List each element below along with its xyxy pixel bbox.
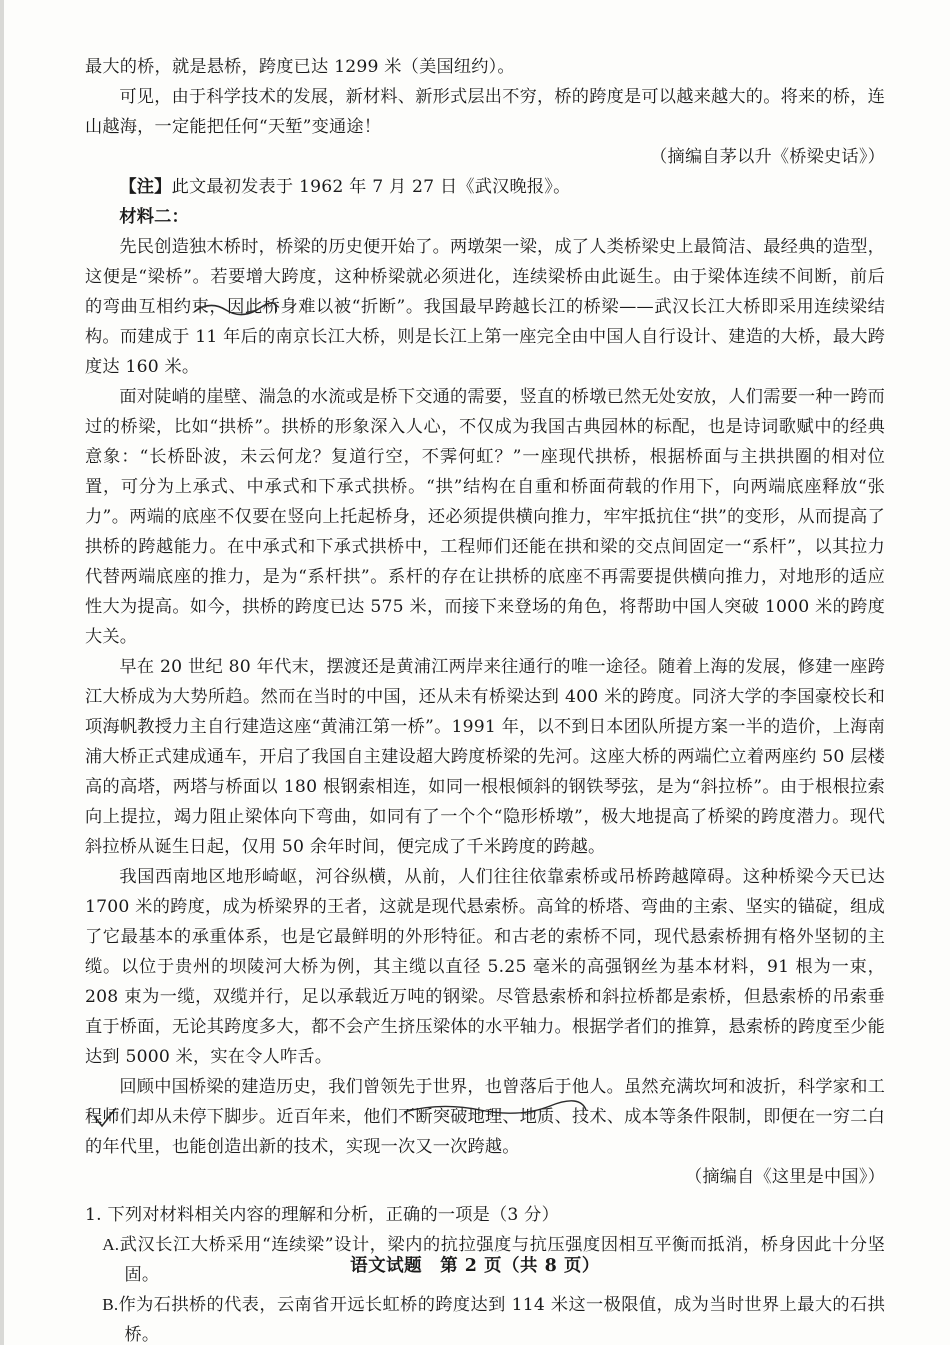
material2-paragraph-4: 我国西南地区地形崎岖，河谷纵横，从前，人们往往依靠索桥或吊桥跨越障碍。这种桥梁今天已达 1700 米的跨度，成为桥梁界的王者，这就是现代悬索桥。高耸的桥塔、弯曲的主索、坚实的锚碇，组成了它最基本的承重体系，也是它最鲜明的外形特征。和古老的索桥不同，现代悬索桥拥有格外坚韧的主缆。以位于贵州的坝陵河大桥为例，其主缆以直径 5.25 毫米的高强钢丝为基本材料，91 根为一束，208 束为一缆，双缆并行，足以承载近万吨的钢梁。尽管悬索桥和斜拉桥都是索桥，但悬索桥的吊索垂直于桥面，无论其跨度多大，都不会产生挤压梁体的水平轴力。根据学者们的推算，悬索桥的跨度至少能达到 5000 米，实在令人咋舌。: [85, 867, 885, 1067]
option-b-letter: B.: [102, 1295, 119, 1314]
material2-paragraph-1: 先民创造独木桥时，桥梁的历史便开始了。两墩架一梁，成了人类桥梁史上最简洁、最经典的造型，这便是“梁桥”。若要增大跨度，这种桥梁就必须进化，连续梁桥由此诞生。由于梁体连续不间断，前后的弯曲互相约束，因此桥身难以被“折断”。我国最早跨越长江的桥梁——武汉长江大桥即采用连续梁结构。而建成于 11 年后的南京长江大桥，则是长江上第一座完全由中国人自行设计、建造的大桥，最大跨度达 160 米。: [85, 237, 885, 377]
option-b-text: 作为石拱桥的代表，云南省开远长虹桥的跨度达到 114 米这一极限值，成为当时世界上最大的石拱桥。: [118, 1295, 885, 1345]
continuation-line: 最大的桥，就是悬桥，跨度已达 1299 米（美国纽约）。: [85, 57, 515, 77]
page-edge-shadow: [0, 0, 4, 1345]
option-a-text: 武汉长江大桥采用“连续梁”设计，梁内的抗拉强度与抗压强度因相互平衡而抵消，桥身因此十分坚固。: [119, 1235, 885, 1285]
material1-source: （摘编自茅以升《桥梁史话》）: [650, 147, 885, 167]
material2-paragraph-3: 早在 20 世纪 80 年代末，摆渡还是黄浦江两岸来往通行的唯一途径。随着上海的发展，修建一座跨江大桥成为大势所趋。然而在当时的中国，还从未有桥梁达到 400 米的跨度。同济大学的李国豪校长和项海帆教授力主自行建造这座“黄浦江第一桥”。1991 年，以不到日本团队所提方案一半的造价，上海南浦大桥正式建成通车，开启了我国自主建设超大跨度桥梁的先河。这座大桥的两端伫立着两座约 50 层楼高的高塔，两塔与桥面以 180 根钢索相连，如同一根根倾斜的钢铁琴弦，是为“斜拉桥”。由于根根拉索向上提拉，竭力阻止梁体向下弯曲，如同有了一个个“隐形桥墩”，极大地提高了桥梁的跨度潜力。现代斜拉桥从诞生日起，仅用 50 余年时间，便完成了千米跨度的跨越。: [85, 657, 885, 857]
material2-paragraph-5: 回顾中国桥梁的建造历史，我们曾领先于世界，也曾落后于他人。虽然充满坎坷和波折，科学家和工程师们却从未停下脚步。近百年来，他们不断突破地理、地质、技术、成本等条件限制，即便在一穷二白的年代里，也能创造出新的技术，实现一次又一次跨越。: [85, 1077, 885, 1157]
material2-heading: 材料二：: [119, 207, 189, 227]
page-content: [85, 52, 885, 1350]
page-footer: 语文试题 第 2 页（共 8 页）: [350, 1256, 600, 1276]
material2-paragraph-2: 面对陡峭的崖壁、湍急的水流或是桥下交通的需要，竖直的桥墩已然无处安放，人们需要一种一跨而过的桥梁，比如“拱桥”。拱桥的形象深入人心，不仅成为我国古典园林的标配，也是诗词歌赋中的经典意象：“长桥卧波，未云何龙？复道行空，不霁何虹？”一座现代拱桥，根据桥面与主拱拱圈的相对位置，可分为上承式、中承式和下承式拱桥。“拱”结构在自重和桥面荷载的作用下，向两端底座释放“张力”。两端的底座不仅要在竖向上托起桥身，还必须提供横向推力，牢牢抵抗住“拱”的变形，从而提高了拱桥的跨越能力。在中承式和下承式拱桥中，工程师们还能在拱和梁的交点间固定一“系杆”，以其拉力代替两端底座的推力，是为“系杆拱”。系杆的存在让拱桥的底座不再需要提供横向推力，对地形的适应性大为提高。如今，拱桥的跨度已达 575 米，而接下来登场的角色，将帮助中国人突破 1000 米的跨度大关。: [85, 387, 885, 647]
continuation-paragraph: 可见，由于科学技术的发展，新材料、新形式层出不穷，桥的跨度是可以越来越大的。将来的桥，连山越海，一定能把任何“天堑”变通途！: [85, 87, 885, 137]
option-a-letter: A.: [102, 1235, 120, 1254]
note-label: 【注】: [119, 177, 172, 197]
material2-source: （摘编自《这里是中国》）: [684, 1167, 885, 1187]
note-line: [85, 172, 885, 202]
note-text: 此文最初发表于 1962 年 7 月 27 日《武汉晚报》。: [171, 177, 571, 197]
question-1-option-b[interactable]: [85, 1290, 885, 1350]
question-1-stem: 1. 下列对材料相关内容的理解和分析，正确的一项是（3 分）: [85, 1205, 559, 1225]
